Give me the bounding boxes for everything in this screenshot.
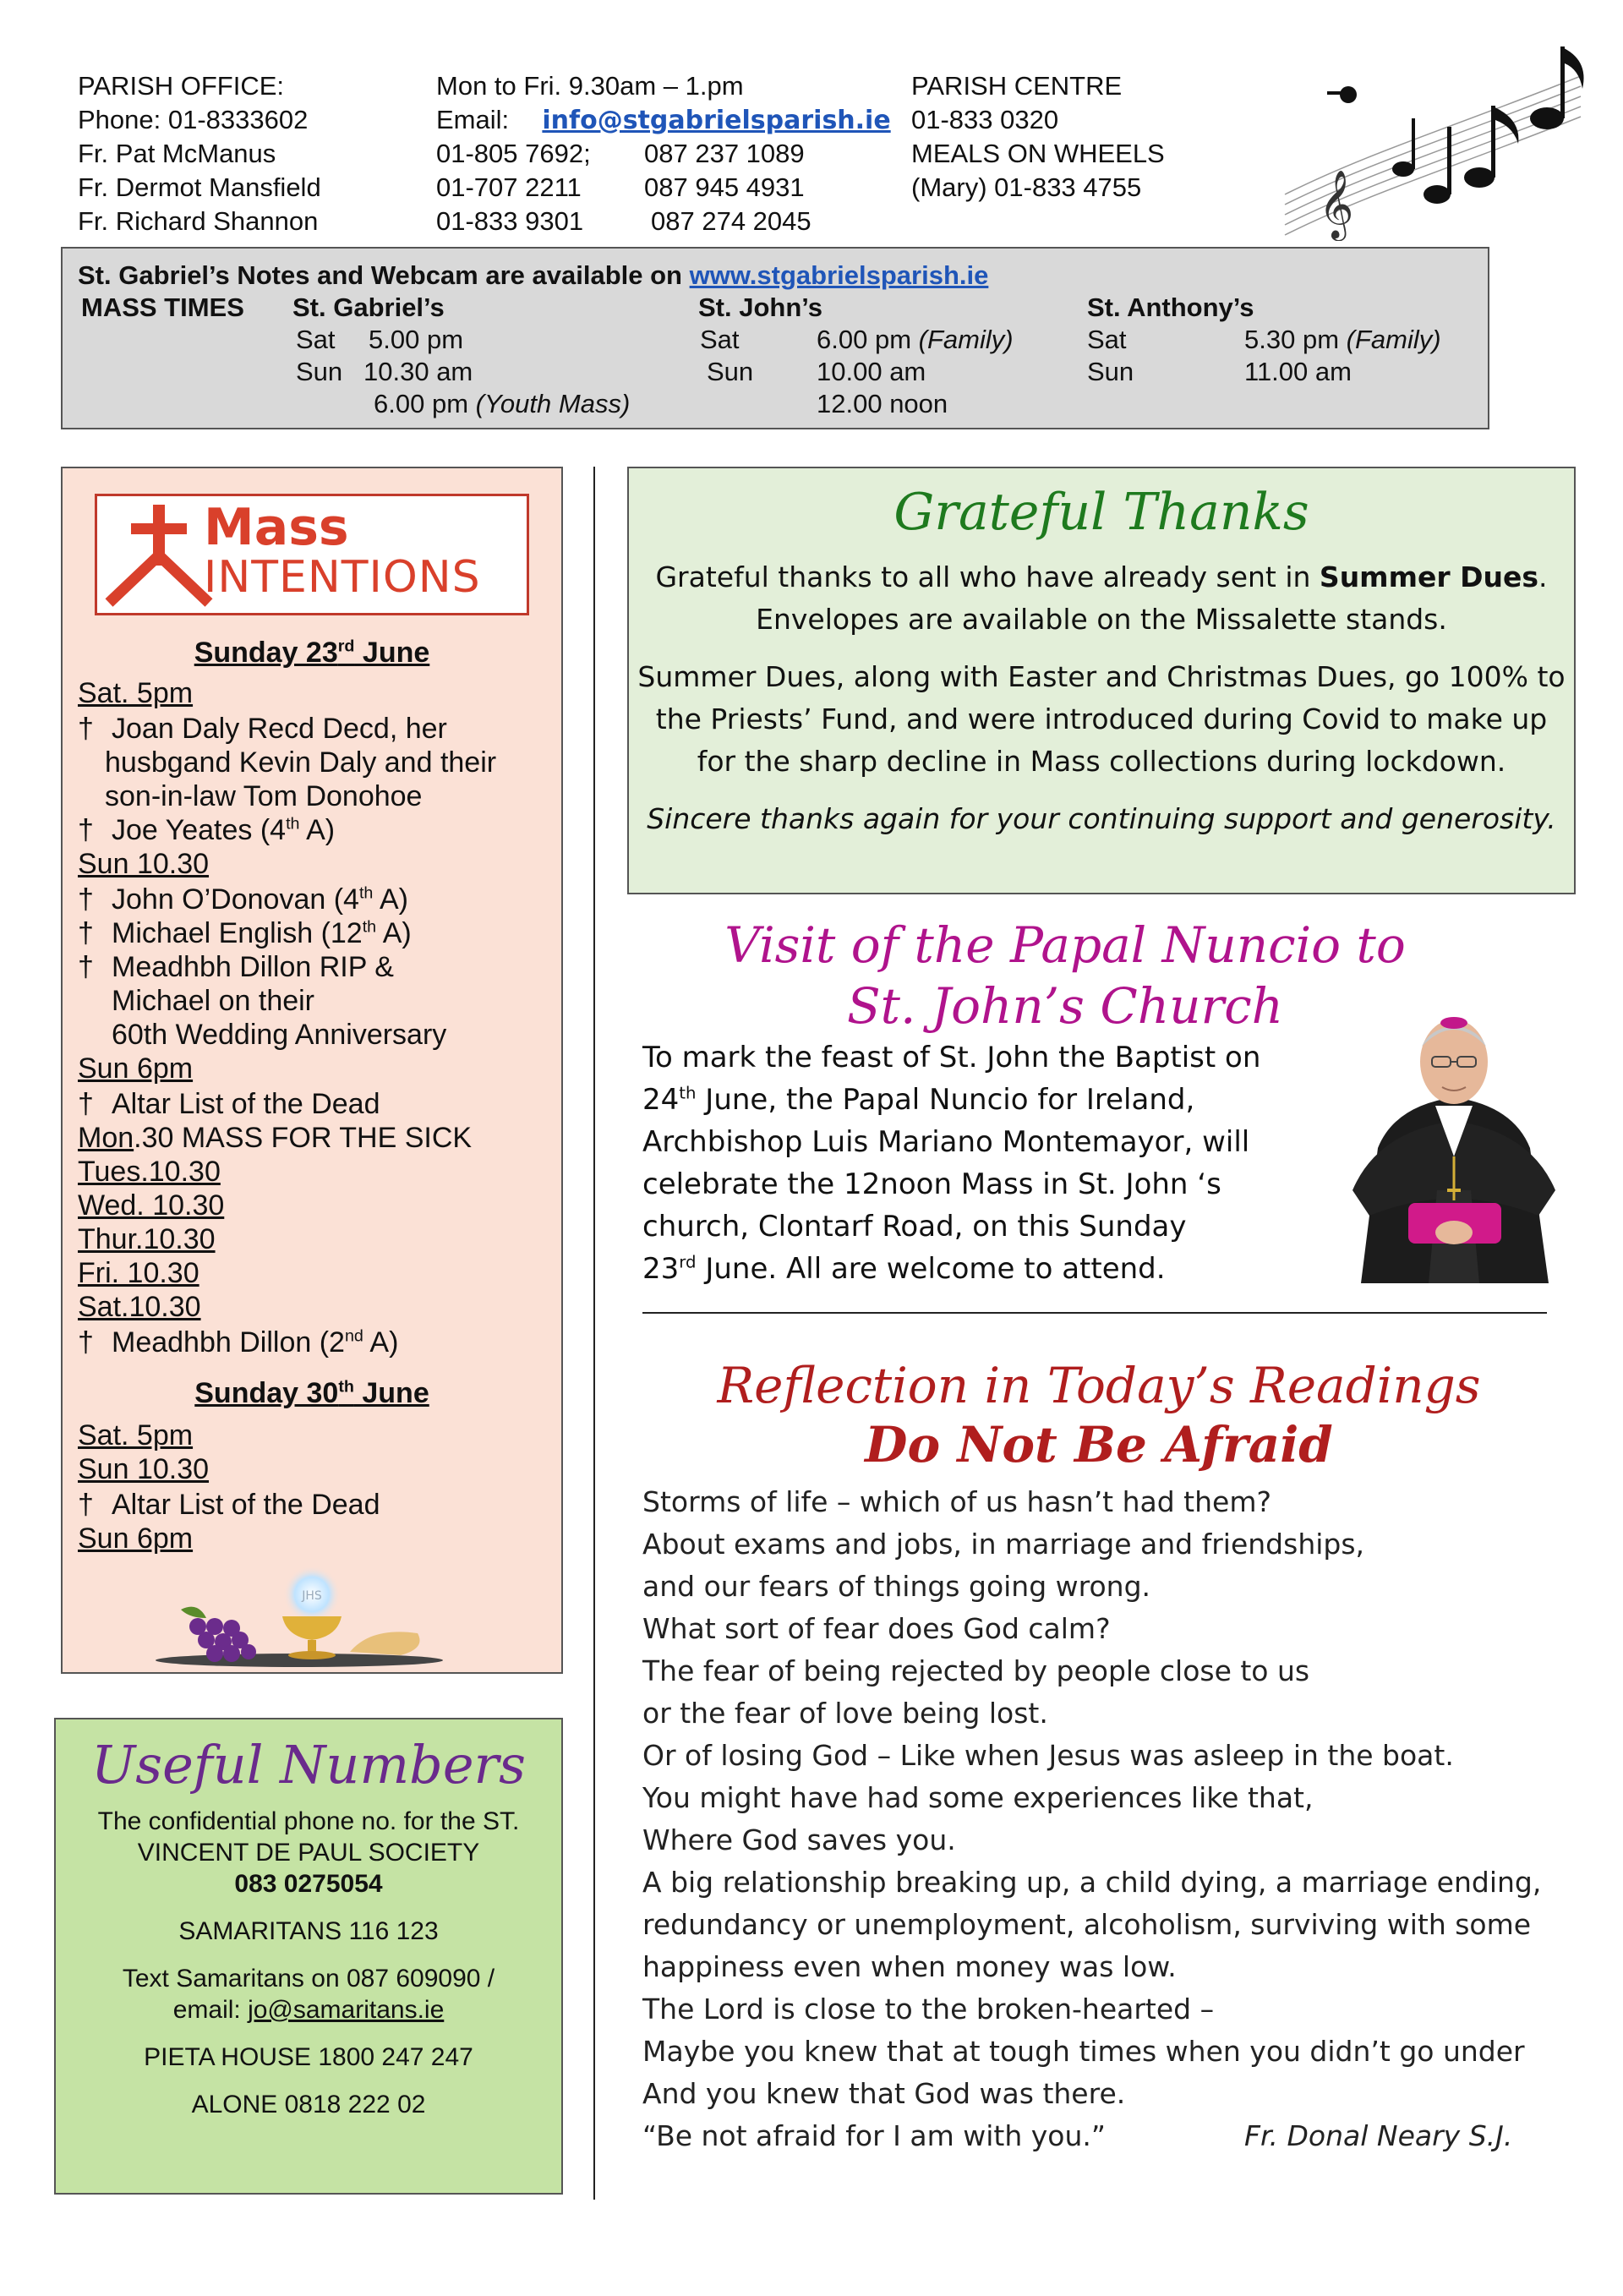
website-link[interactable]: www.stgabrielsparish.ie: [689, 260, 989, 290]
reflection-line: The Lord is close to the broken-hearted –: [642, 1993, 1215, 2025]
reflection-line: What sort of fear does God calm?: [642, 1612, 1111, 1645]
priest-mobile: 087 945 4931: [644, 172, 805, 202]
mass-for-sick: .30 MASS FOR THE SICK: [134, 1122, 473, 1154]
samaritans-email-link[interactable]: jo@samaritans.ie: [248, 1996, 445, 2024]
w2-time-sun6: Sun 6pm: [78, 1522, 194, 1555]
priest-phone: 01-833 9301: [436, 206, 584, 236]
column-divider: [593, 467, 595, 2200]
header-line: Fr. Dermot Mansfield: [78, 172, 321, 202]
samaritans-email-line: [56, 1994, 561, 2025]
week1-heading: [63, 636, 561, 670]
archbishop-photo: [1327, 979, 1581, 1283]
eucharist-icon: [147, 1567, 451, 1669]
nuncio-text-part: June. All are welcome to attend.: [696, 1252, 1166, 1286]
anthony-sun-time: 11.00 am: [1244, 357, 1352, 386]
reflection-body: [642, 1481, 1572, 2157]
john-noon: 12.00 noon: [817, 389, 948, 418]
header-line: Fr. Richard Shannon: [78, 206, 319, 236]
nuncio-text: [642, 1036, 1344, 1290]
priest-phone: 01-805 7692;: [436, 139, 591, 168]
reflection-line: redundancy or unemployment, alcoholism, surviving with some: [642, 1908, 1532, 1941]
dagger-icon: †: [78, 1326, 94, 1358]
priest-mobile: 087 274 2045: [651, 206, 812, 236]
week2-sup: th: [338, 1377, 354, 1397]
time-fri: Fri. 10.30: [78, 1257, 199, 1289]
section-divider: [642, 1312, 1547, 1314]
svp-phone: 083 0275054: [234, 1870, 383, 1898]
family-note: (Family): [918, 325, 1014, 354]
thanks-line: for the sharp decline in Mass collections during lockdown.: [697, 745, 1506, 778]
reflection-line: and our fears of things going wrong.: [642, 1570, 1151, 1603]
john-sun: Sun: [707, 357, 754, 386]
mass-intentions-logo: [95, 494, 529, 615]
parish-office-column: [78, 69, 321, 238]
nuncio-line: [642, 1248, 1344, 1290]
notes-text: St. Gabriel’s Notes and Webcam are available on: [78, 260, 682, 290]
intention-text: Meadhbh Dillon (2: [112, 1326, 345, 1358]
intention-text: A): [363, 1326, 399, 1358]
week2-heading: [63, 1376, 561, 1410]
text-samaritans: Text Samaritans on 087 609090 /: [122, 1965, 495, 1993]
logo-word-mass: Mass: [204, 498, 349, 557]
time-sun-6pm: Sun 6pm: [78, 1052, 194, 1085]
dagger-icon: †: [78, 1489, 94, 1521]
parish-centre-column: [911, 69, 1165, 205]
intention-item: [78, 1087, 380, 1121]
intention-item: [78, 813, 335, 847]
intention-text: A): [376, 917, 412, 949]
time-wed: Wed. 10.30: [78, 1189, 225, 1222]
email-link[interactable]: info@stgabrielsparish.ie: [542, 106, 891, 135]
intention-text: Altar List of the Dead: [112, 1489, 380, 1521]
family-note: (Family): [1346, 325, 1441, 354]
intention-cont: Michael on their: [112, 985, 315, 1017]
reflection-title-line2: Do Not Be Afraid: [865, 1416, 1333, 1473]
intention-text: Meadhbh Dillon RIP &: [112, 951, 394, 983]
youth-mass-note: (Youth Mass): [475, 389, 631, 418]
gabriel-sat-time: 5.00 pm: [369, 325, 464, 354]
reflection-line: Or of losing God – Like when Jesus was asleep in the boat.: [642, 1739, 1454, 1772]
anthony-sat-time: [1244, 325, 1441, 355]
mobile-column: [644, 137, 812, 238]
gabriel-sun-time: 10.30 am: [363, 357, 473, 386]
intention-item: [78, 1488, 380, 1522]
ordinal-sup: th: [286, 814, 300, 834]
intention-cont: husbgand Kevin Daly and their: [105, 746, 497, 779]
reflection-author: Fr. Donal Neary S.J.: [1244, 2119, 1513, 2152]
intention-text: A): [373, 883, 408, 916]
w2-time-sat: Sat. 5pm: [78, 1419, 194, 1451]
office-hours: Mon to Fri. 9.30am – 1.pm: [436, 71, 744, 101]
nuncio-line: [642, 1079, 1344, 1121]
dagger-icon: †: [78, 883, 94, 916]
week1-heading-month: June: [354, 637, 430, 669]
intention-cont: 60th Wedding Anniversary: [112, 1019, 447, 1051]
intention-item: [78, 883, 408, 916]
john-sat-time: [817, 325, 1014, 355]
week1-heading-text: Sunday 23: [194, 637, 338, 669]
ordinal-sup: nd: [344, 1326, 363, 1346]
thanks-line: [629, 556, 1574, 599]
anthony-sat: Sat: [1087, 325, 1127, 354]
reflection-line: About exams and jobs, in marriage and friendships,: [642, 1528, 1365, 1561]
mass-times-label: MASS TIMES: [81, 292, 244, 322]
intention-text: John O’Donovan (4: [112, 883, 359, 916]
reflection-line: Where God saves you.: [642, 1823, 956, 1856]
intention-text: Michael English (12: [112, 917, 363, 949]
thanks-line: Summer Dues, along with Easter and Christmas Dues, go 100% to: [637, 660, 1566, 693]
email-line: [436, 103, 891, 137]
anthony-sat-time-value: 5.30 pm: [1244, 325, 1340, 354]
week2-heading-month: June: [353, 1377, 429, 1409]
thanks-closing: Sincere thanks again for your continuing support and generosity.: [647, 802, 1556, 835]
nuncio-title-line2: St. John’s Church: [846, 977, 1284, 1035]
nuncio-line: Archbishop Luis Mariano Montemayor, will: [642, 1125, 1250, 1159]
header-line: Phone: 01-8333602: [78, 105, 309, 134]
music-notes-icon: [1268, 25, 1589, 241]
email-label: Email:: [436, 105, 510, 134]
thanks-line: the Priests’ Fund, and were introduced during Covid to make up: [655, 702, 1548, 735]
nuncio-text-part: 24: [642, 1083, 680, 1117]
week2-heading-text: Sunday 30: [194, 1377, 339, 1409]
header-line: PARISH CENTRE: [911, 71, 1123, 101]
reflection-quote: “Be not afraid for I am with you.”: [642, 2119, 1106, 2152]
monday-label: Mon: [78, 1122, 134, 1154]
header-line: Fr. Pat McManus: [78, 139, 276, 168]
reflection-line: And you knew that God was there.: [642, 2077, 1126, 2110]
anthony-sun: Sun: [1087, 357, 1134, 386]
gabriel-evening: [374, 389, 630, 419]
priest-phone: 01-707 2211: [436, 172, 582, 202]
reflection-title: [642, 1356, 1555, 1474]
dagger-icon: †: [78, 814, 94, 846]
nuncio-line: church, Clontarf Road, on this Sunday: [642, 1210, 1187, 1244]
ordinal-sup: th: [362, 917, 377, 937]
grateful-thanks-title: Grateful Thanks: [893, 483, 1309, 542]
grateful-thanks-box: [627, 467, 1576, 894]
intention-item: [78, 712, 447, 746]
reflection-title-line1: Reflection in Today’s Readings: [717, 1357, 1481, 1414]
header-line: (Mary) 01-833 4755: [911, 172, 1142, 202]
mass-times-box: [61, 247, 1489, 429]
church-st-johns: St. John’s: [698, 292, 822, 322]
gabriel-sat: Sat: [296, 325, 336, 354]
nuncio-title-line1: Visit of the Papal Nuncio to: [724, 916, 1406, 974]
time-tues: Tues.10.30: [78, 1156, 221, 1188]
host-letters: JHS: [302, 1589, 322, 1603]
reflection-line: Maybe you knew that at tough times when you didn’t go under: [642, 2035, 1525, 2068]
nuncio-text-part: 23: [642, 1252, 680, 1286]
ordinal-sup: th: [358, 883, 374, 903]
notes-line: [78, 260, 988, 291]
intention-item: [78, 1326, 398, 1359]
email-label: email:: [172, 1996, 249, 2024]
dagger-icon: †: [78, 951, 94, 983]
svg-text:𝄞: 𝄞: [1319, 169, 1354, 238]
ordinal-sup: rd: [679, 1252, 697, 1272]
intention-text: Joan Daly Recd Decd, her: [112, 713, 447, 745]
john-sat-time-value: 6.00 pm: [817, 325, 912, 354]
intention-text: A): [299, 814, 336, 846]
dagger-icon: †: [78, 713, 94, 745]
nuncio-text-part: June, the Papal Nuncio for Ireland,: [696, 1083, 1195, 1117]
time-mon: [78, 1121, 472, 1155]
reflection-line: The fear of being rejected by people close to us: [642, 1654, 1310, 1687]
reflection-line: or the fear of love being lost.: [642, 1697, 1048, 1730]
nuncio-line: celebrate the 12noon Mass in St. John ‘s: [642, 1167, 1221, 1201]
gabriel-evening-time: 6.00 pm: [374, 389, 469, 418]
intention-text: Joe Yeates (4: [112, 814, 287, 846]
intention-text: Altar List of the Dead: [112, 1088, 380, 1120]
reflection-line: Storms of life – which of us hasn’t had them?: [642, 1485, 1271, 1518]
john-sat: Sat: [700, 325, 740, 354]
pieta-house: PIETA HOUSE 1800 247 247: [144, 2043, 473, 2071]
alone: ALONE 0818 222 02: [191, 2091, 426, 2118]
w2-time-sun: Sun 10.30: [78, 1453, 210, 1485]
church-st-anthonys: St. Anthony’s: [1087, 292, 1254, 322]
time-sun-1030: Sun 10.30: [78, 848, 210, 880]
nuncio-line: To mark the feast of St. John the Baptist on: [642, 1041, 1261, 1074]
gabriel-sun: Sun: [296, 357, 343, 386]
reflection-line: happiness even when money was low.: [642, 1950, 1177, 1983]
dagger-icon: †: [78, 1088, 94, 1120]
logo-word-intentions: INTENTIONS: [204, 552, 481, 603]
thanks-line: Envelopes are available on the Missalette stands.: [756, 603, 1447, 636]
church-st-gabriels: St. Gabriel’s: [292, 292, 445, 322]
summer-dues-bold: Summer Dues: [1319, 560, 1539, 593]
header-line: MEALS ON WHEELS: [911, 139, 1165, 168]
time-sat-5pm: Sat. 5pm: [78, 677, 194, 709]
reflection-line: A big relationship breaking up, a child dying, a marriage ending,: [642, 1866, 1542, 1899]
priest-mobile: 087 237 1089: [644, 139, 805, 168]
time-thur: Thur.10.30: [78, 1223, 216, 1255]
header-line: 01-833 0320: [911, 105, 1059, 134]
useful-numbers-box: [54, 1718, 563, 2195]
header-line: PARISH OFFICE:: [78, 71, 285, 101]
ordinal-sup: th: [679, 1083, 697, 1103]
mass-intentions-box: [61, 467, 563, 1674]
intention-cont: son-in-law Tom Donohoe: [105, 780, 423, 812]
thanks-text: Grateful thanks to all who have already sent in: [655, 560, 1320, 593]
week1-sup: rd: [337, 637, 355, 656]
reflection-last-line: [642, 2115, 1572, 2157]
intention-item: [78, 916, 412, 950]
time-sat-1030: Sat.10.30: [78, 1291, 201, 1323]
intention-item: [78, 950, 394, 984]
dagger-icon: †: [78, 917, 94, 949]
samaritans: SAMARITANS 116 123: [178, 1917, 439, 1945]
svp-line2: VINCENT DE PAUL SOCIETY: [137, 1839, 480, 1867]
thanks-text: .: [1538, 560, 1548, 593]
useful-numbers-title: Useful Numbers: [91, 1734, 526, 1796]
john-sun-time: 10.00 am: [817, 357, 926, 386]
reflection-line: You might have had some experiences like that,: [642, 1781, 1314, 1814]
svp-line1: The confidential phone no. for the ST.: [97, 1807, 520, 1835]
